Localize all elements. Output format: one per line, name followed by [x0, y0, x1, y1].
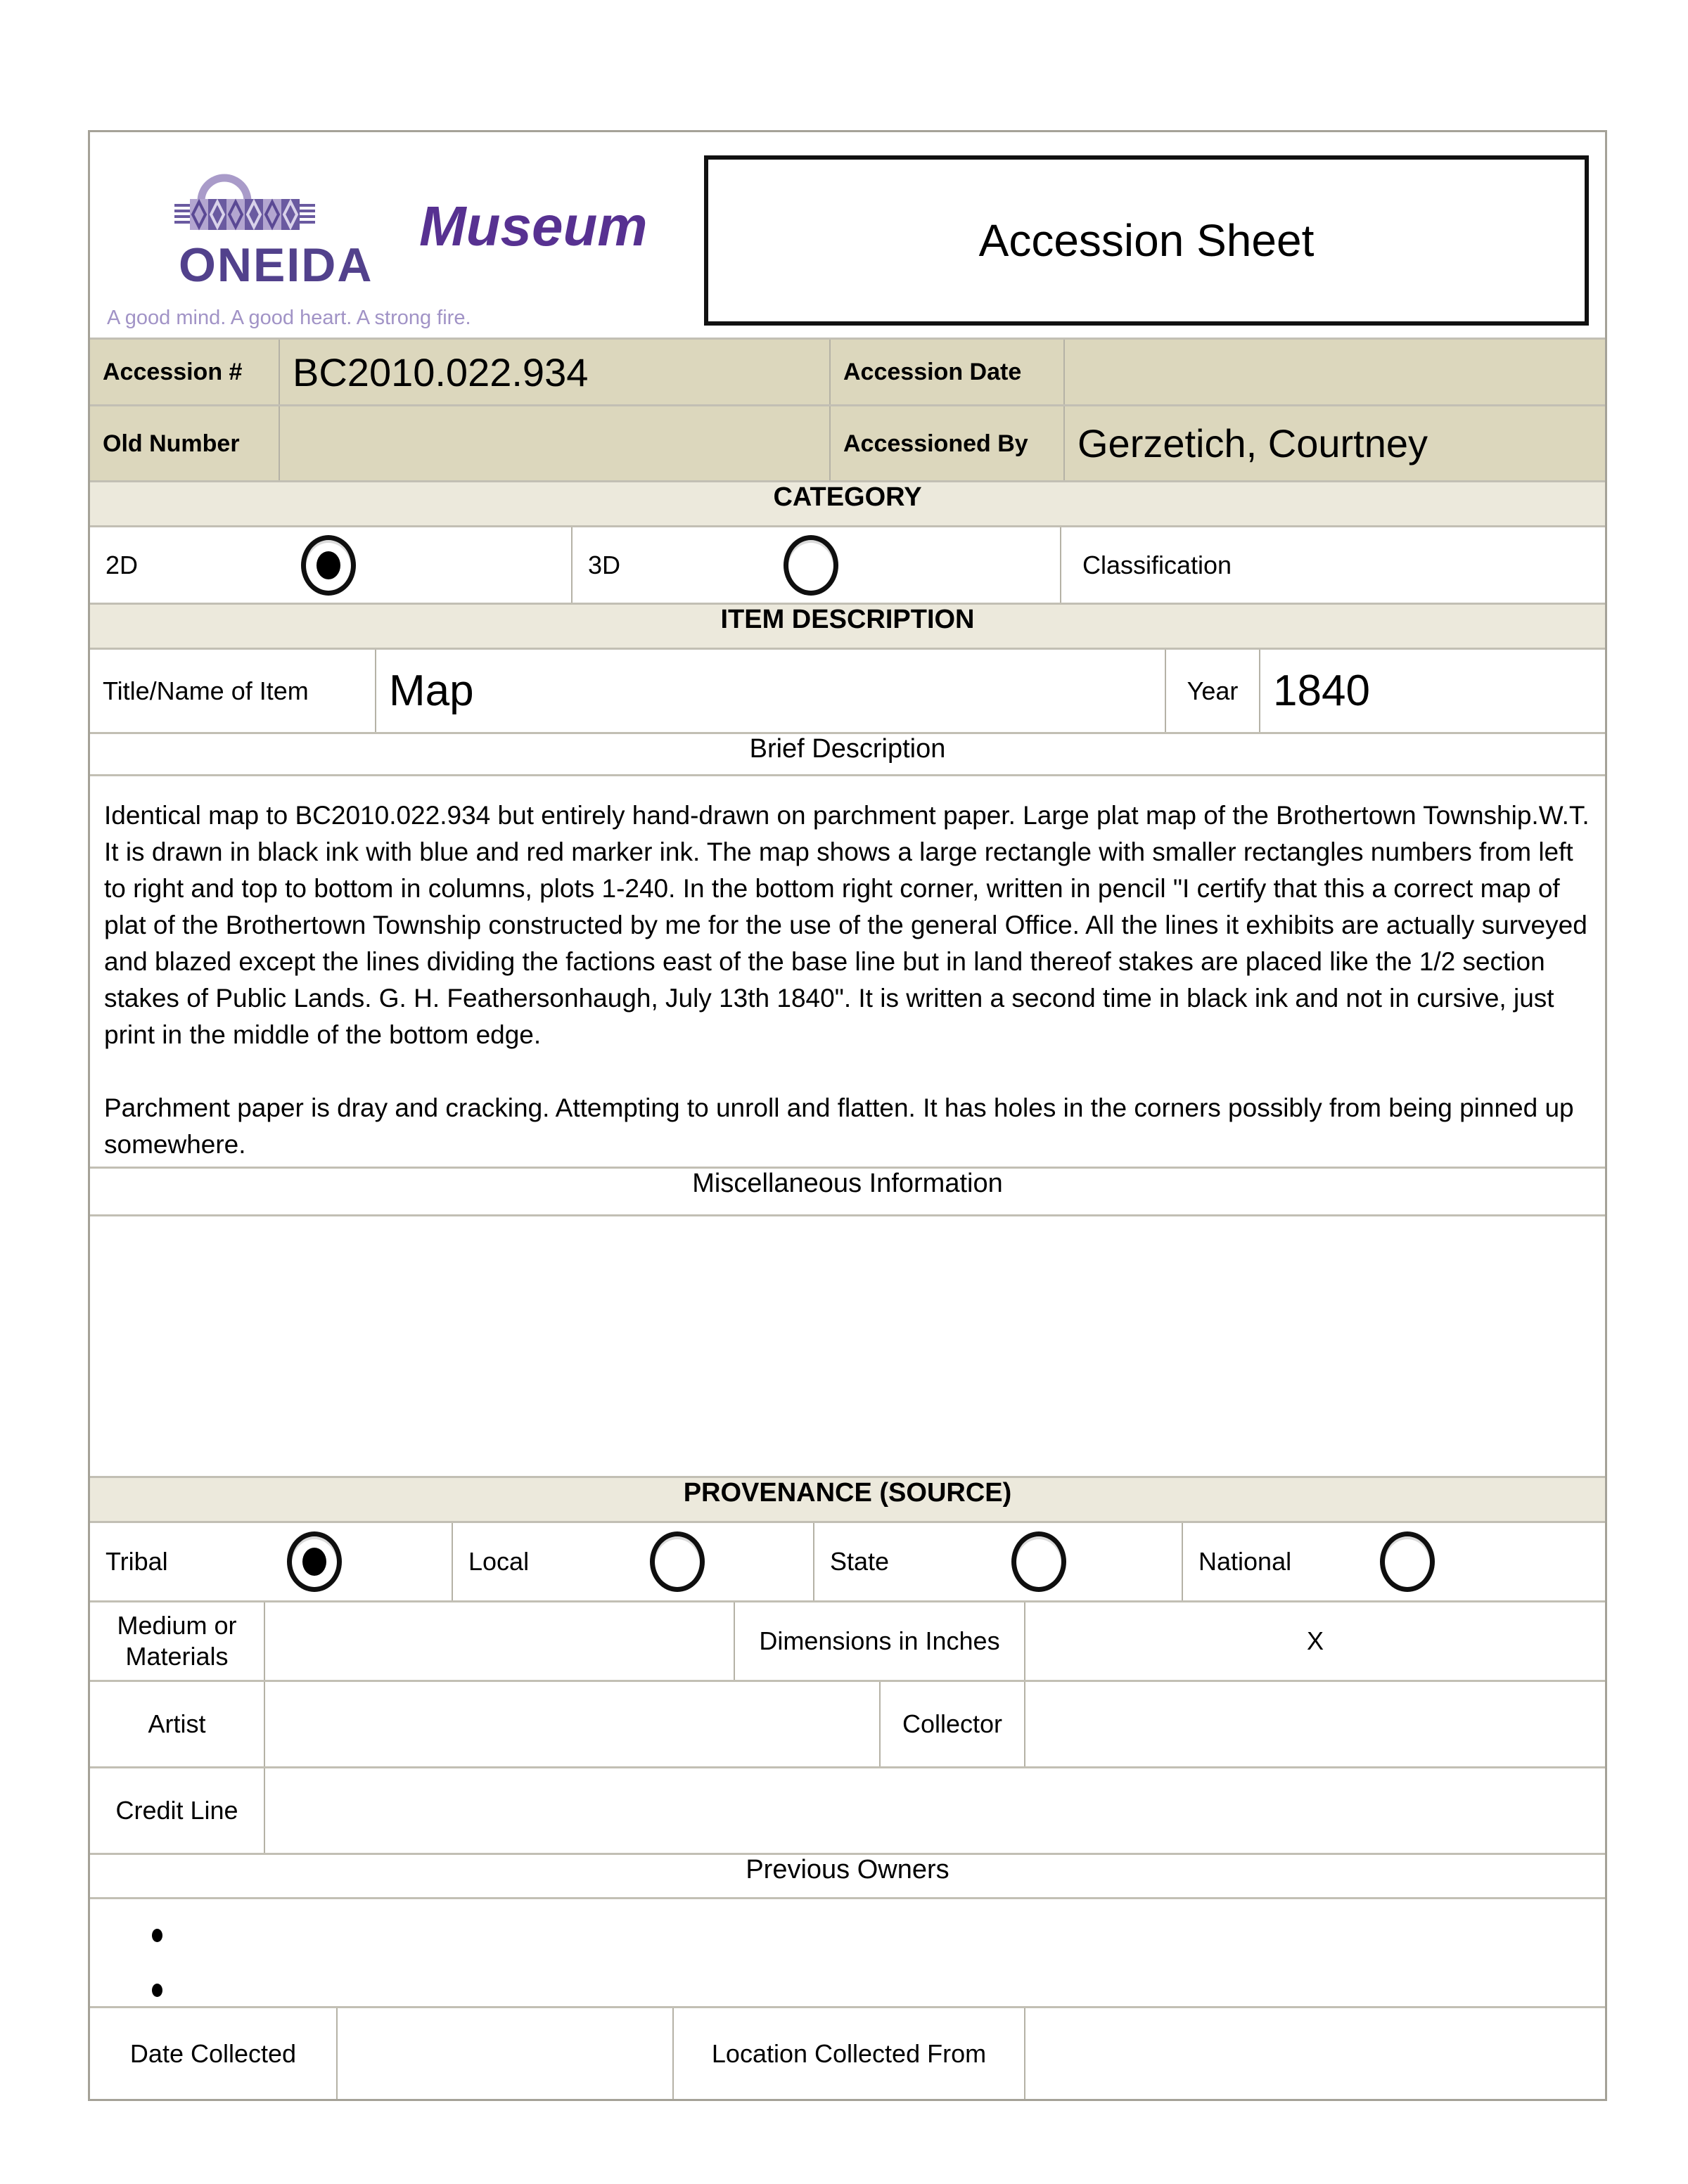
- date-collected-label: Date Collected: [129, 2038, 297, 2068]
- miscellaneous-header-row: [90, 1167, 1605, 1214]
- form-header-row: [90, 132, 1605, 338]
- medium-materials-label: Medium or Materials: [117, 1611, 237, 1671]
- year-field[interactable]: 1840: [1259, 650, 1605, 732]
- accession-date-label: Accession Date: [829, 340, 1063, 404]
- accession-date-field[interactable]: [1063, 340, 1605, 404]
- brief-description-row: [90, 774, 1605, 1167]
- category-3d-label: 3D: [588, 550, 621, 579]
- radio-dot: [1395, 1548, 1419, 1576]
- accession-number-label: Accession #: [103, 359, 243, 385]
- collector-field[interactable]: [1024, 1682, 1605, 1766]
- category-option-2d: [90, 527, 571, 603]
- oneida-logo-wordmark: ONEIDA: [179, 238, 373, 292]
- item-description-header-text: ITEM DESCRIPTION: [720, 605, 975, 634]
- radio-dot: [316, 551, 340, 579]
- artist-collector-row: [90, 1680, 1605, 1766]
- category-3d-radio[interactable]: [784, 535, 838, 596]
- credit-line-label: Credit Line: [115, 1796, 238, 1825]
- miscellaneous-header: Miscellaneous Information: [692, 1169, 1003, 1198]
- collector-label: Collector: [879, 1682, 1024, 1766]
- old-number-field[interactable]: [279, 406, 829, 480]
- artist-label: Artist: [148, 1709, 206, 1738]
- location-collected-field[interactable]: [1024, 2008, 1605, 2099]
- arch-shape: [201, 178, 248, 201]
- museum-wordmark: Museum: [419, 195, 648, 257]
- artist-field[interactable]: [264, 1682, 879, 1766]
- medium-materials-field[interactable]: [264, 1602, 734, 1680]
- provenance-option-national: [1182, 1523, 1605, 1600]
- old-number-label: Old Number: [103, 430, 240, 457]
- old-number-row: [90, 404, 1605, 480]
- radio-dot: [1027, 1548, 1051, 1576]
- year-label: Year: [1165, 650, 1259, 732]
- item-description-section-header: [90, 603, 1605, 648]
- state-label: State: [830, 1547, 890, 1576]
- accession-number-field[interactable]: BC2010.022.934: [279, 340, 829, 404]
- title-name-label: Title/Name of Item: [103, 676, 309, 705]
- classification-label: Classification: [1082, 550, 1232, 579]
- tribal-radio[interactable]: [287, 1531, 342, 1592]
- accessioned-by-field[interactable]: Gerzetich, Courtney: [1063, 406, 1605, 480]
- miscellaneous-field[interactable]: [90, 1216, 1605, 1476]
- title-name-field[interactable]: Map: [375, 650, 1165, 732]
- category-options-row: [90, 525, 1605, 603]
- date-location-row: [90, 2006, 1605, 2099]
- brief-description-paragraph-1: Identical map to BC2010.022.934 but entirely hand-drawn on parchment paper. Large plat map of the Brothertown Township.W.T. It is drawn in black ink with blue and red marker ink. The map shows a large rectangle with smaller rectangles numbers from left to right and top to bottom in columns, plots 1-240. In the bottom right corner, written in pencil "I certify that this a correct map of plat of the Brothertown Township constructed by me for the use of the general Office. All the lines it exhibits are actually surveyed and blazed except the lines dividing the factions east of the base line but in land thereof stakes are placed like the 1/2 section stakes of Public Lands. G. H. Feathersonhaugh, July 13th 1840". It is written a second time in black ink and not in cursive, just print in the middle of the bottom edge.: [104, 801, 1590, 1049]
- brief-description-header-row: [90, 732, 1605, 774]
- radio-dot: [799, 551, 823, 579]
- brief-description-paragraph-2: Parchment paper is dray and cracking. Attempting to unroll and flatten. It has holes in the corners possibly from being pinned up somewhere.: [104, 1093, 1574, 1159]
- provenance-option-state: [813, 1523, 1182, 1600]
- previous-owners-field[interactable]: [90, 1899, 1605, 2006]
- previous-owner-item[interactable]: [90, 1963, 1605, 2006]
- previous-owners-row: [90, 1897, 1605, 2006]
- miscellaneous-row: [90, 1214, 1605, 1476]
- previous-owners-header: Previous Owners: [746, 1855, 950, 1884]
- previous-owners-header-row: [90, 1853, 1605, 1897]
- medium-dimensions-row: [90, 1600, 1605, 1680]
- credit-line-row: [90, 1766, 1605, 1853]
- national-radio[interactable]: [1380, 1531, 1435, 1592]
- provenance-options-row: [90, 1521, 1605, 1600]
- accession-number-row: [90, 338, 1605, 404]
- provenance-option-tribal: [90, 1523, 452, 1600]
- provenance-option-local: [452, 1523, 813, 1600]
- provenance-header-text: PROVENANCE (SOURCE): [683, 1478, 1012, 1508]
- radio-dot: [302, 1548, 326, 1576]
- date-collected-field[interactable]: [336, 2008, 672, 2099]
- sheet-title-box: [704, 155, 1589, 326]
- title-year-row: [90, 648, 1605, 732]
- category-2d-label: 2D: [106, 550, 139, 579]
- local-radio[interactable]: [650, 1531, 705, 1592]
- category-section-header: [90, 480, 1605, 525]
- national-label: National: [1198, 1547, 1292, 1576]
- tribal-label: Tribal: [106, 1547, 168, 1576]
- credit-line-field[interactable]: [264, 1768, 1605, 1853]
- brief-description-field[interactable]: [90, 776, 1605, 1167]
- provenance-section-header: [90, 1476, 1605, 1521]
- radio-dot: [665, 1548, 689, 1576]
- logo-tagline: A good mind. A good heart. A strong fire.: [107, 307, 471, 329]
- dimensions-field[interactable]: X: [1024, 1602, 1605, 1680]
- accession-sheet-form: [88, 130, 1607, 2101]
- location-collected-label: Location Collected From: [672, 2008, 1024, 2099]
- dimensions-label: Dimensions in Inches: [734, 1602, 1024, 1680]
- accessioned-by-label: Accessioned By: [829, 406, 1063, 480]
- local-label: Local: [468, 1547, 530, 1576]
- sheet-title: Accession Sheet: [978, 215, 1315, 266]
- brief-description-header: Brief Description: [749, 734, 946, 764]
- category-header-text: CATEGORY: [773, 482, 922, 512]
- classification-cell[interactable]: [1060, 527, 1605, 603]
- state-radio[interactable]: [1011, 1531, 1066, 1592]
- category-2d-radio[interactable]: [301, 535, 356, 596]
- category-option-3d: [571, 527, 1060, 603]
- oneida-arch-wampum-icon: [174, 166, 315, 237]
- previous-owner-item[interactable]: [90, 1908, 1605, 1963]
